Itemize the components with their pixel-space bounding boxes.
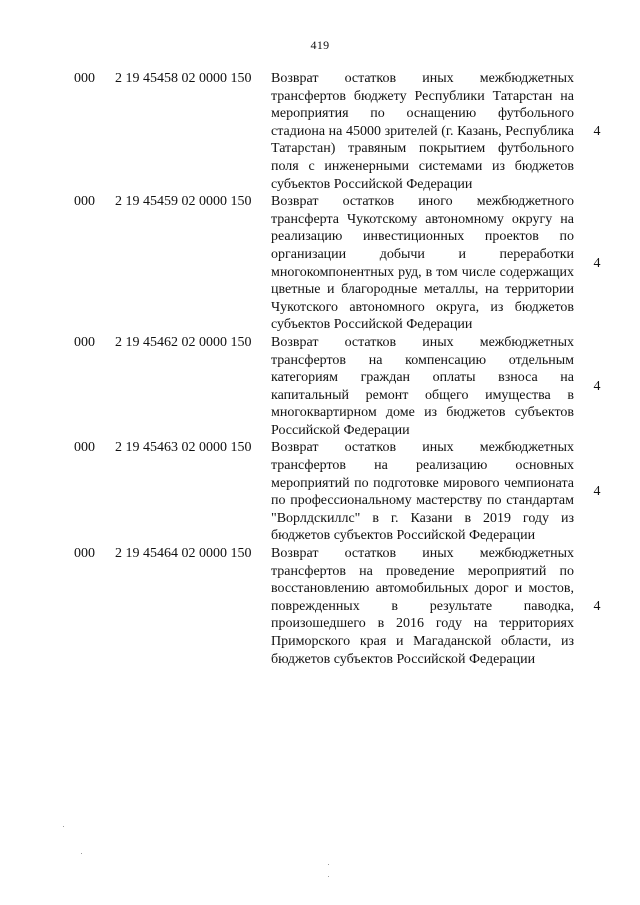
table-row bbox=[0, 439, 640, 545]
budget-classification-code: 2 19 45464 02 0000 150 bbox=[115, 546, 252, 562]
budget-classification-code: 2 19 45463 02 0000 150 bbox=[115, 440, 252, 456]
budget-codes-table bbox=[0, 70, 640, 668]
table-row bbox=[0, 334, 640, 440]
code-description: Возврат остатков иного межбюджетного трансферта Чукотскому автономному округу на реализацию инвестиционных проектов по организации добычи и переработки многокомпонентных руд, в том числе содержащих цветные и благородные металлы, на территории Чукотского автономного округа, из бюджетов субъектов Российской Федерации bbox=[271, 194, 574, 333]
page-number: 419 bbox=[310, 38, 330, 52]
scan-speck bbox=[63, 826, 64, 827]
budget-classification-code: 2 19 45458 02 0000 150 bbox=[115, 71, 252, 86]
admin-code: 000 bbox=[74, 440, 95, 456]
admin-code: 000 bbox=[74, 71, 95, 86]
budget-classification-code: 2 19 45459 02 0000 150 bbox=[115, 194, 252, 210]
admin-code: 000 bbox=[74, 194, 95, 210]
table-row bbox=[0, 193, 640, 334]
admin-code: 000 bbox=[74, 334, 95, 350]
column-4-value: 4 bbox=[593, 484, 601, 500]
column-4-value: 4 bbox=[593, 598, 601, 614]
table-row bbox=[0, 70, 640, 193]
code-description: Возврат остатков иных межбюджетных трансфертов на компенсацию отдельным категориям граждан оплаты взноса на капитальный ремонт общего имущества в многоквартирном доме из бюджетов субъектов Российской Федерации bbox=[271, 334, 574, 438]
scan-speck bbox=[81, 853, 82, 854]
code-description: Возврат остатков иных межбюджетных трансфертов бюджету Республики Татарстан на мероприятия по оснащению футбольного стадиона на 45000 зрителей (г. Казань, Республика Татарстан) травяным покрытием футбольного поля с инженерными системами из бюджетов субъектов Российской Федерации bbox=[271, 71, 574, 192]
code-description: Возврат остатков иных межбюджетных трансфертов на реализацию основных мероприятий по подготовке мирового чемпионата по профессиональному мастерству по стандартам "Ворлдскиллс" в г. Казани в 2019 году из бюджетов субъектов Российской Федерации bbox=[271, 440, 574, 544]
budget-classification-code: 2 19 45462 02 0000 150 bbox=[115, 334, 252, 350]
column-4-value: 4 bbox=[593, 255, 601, 271]
admin-code: 000 bbox=[74, 546, 95, 562]
column-4-value: 4 bbox=[593, 378, 601, 394]
code-description: Возврат остатков иных межбюджетных трансфертов на проведение мероприятий по восстановлению автомобильных дорог и мостов, поврежденных в результате паводка, произошедшего в 2016 году на территориях Приморского края и Магаданской области, из бюджетов субъектов Российской Федерации bbox=[271, 546, 574, 667]
scan-speck bbox=[328, 864, 329, 865]
column-4-value: 4 bbox=[593, 123, 601, 139]
table-row bbox=[0, 545, 640, 668]
scan-speck bbox=[328, 876, 329, 877]
